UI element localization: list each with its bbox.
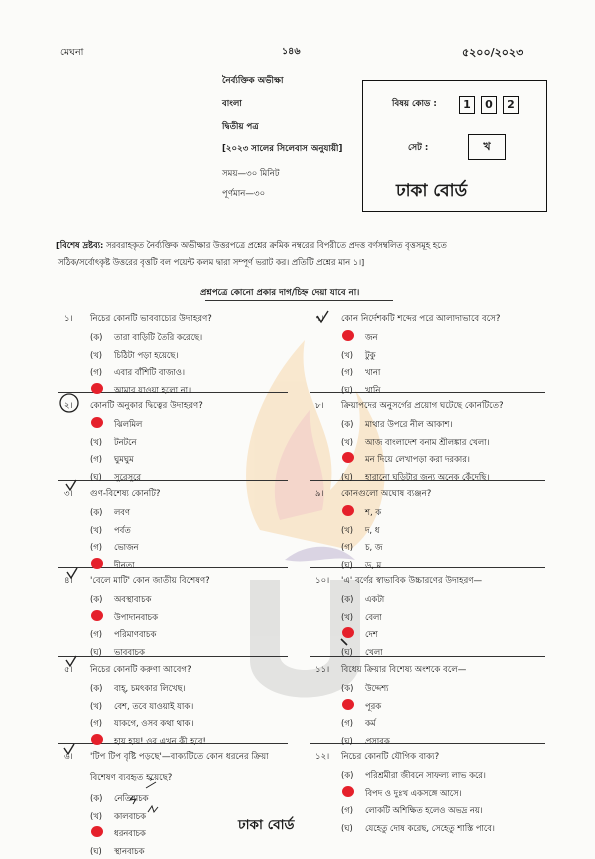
question-text: 'বেলে মাটি' কোন জাতীয় বিশেষণ? <box>90 576 210 586</box>
option-label[interactable]: (খ) <box>90 436 103 447</box>
option-text: ভোজন <box>114 542 139 552</box>
option-text: টুকু <box>365 349 376 360</box>
option-text: একটা <box>365 594 385 604</box>
option-text: ড, ম <box>365 559 382 570</box>
option-text: এবার বাঁশিটি বাজাও। <box>114 367 185 377</box>
option-text: ভাববাচক <box>114 646 145 657</box>
option-text: বিপদ ও দুঃখ একসঙ্গে আসে। <box>365 787 462 798</box>
option-label[interactable]: (গ) <box>90 367 103 377</box>
option-label[interactable]: (ঘ) <box>90 845 102 856</box>
option-text: আজ বাংলাদেশ বনাম শ্রীলঙ্কার খেলা। <box>365 436 490 447</box>
question-text: বিধেয় ক্রিয়ার বিশেষ্য অংশকে বলে— <box>341 665 467 675</box>
option-label[interactable]: (ঘ) <box>341 822 353 833</box>
subject-code-digit: 2 <box>503 96 519 114</box>
option-text: আমার যাওয়া হলো না। <box>114 384 192 395</box>
option-label[interactable]: (খ) <box>341 524 354 535</box>
option-label[interactable]: (খ) <box>341 349 354 360</box>
question-text: নিচের কোনটি যৌগিক বাক্য? <box>341 752 440 762</box>
option-label[interactable]: (ঘ) <box>341 384 353 395</box>
question-number: ৮। <box>315 401 324 411</box>
exam-paper: দ্বিতীয় পত্র <box>222 122 259 132</box>
option-text: দ, ধ <box>365 524 380 535</box>
question-text: নিচের কোনটি করুণা আবেগ? <box>90 665 192 675</box>
option-label[interactable]: (ক) <box>341 683 354 693</box>
question-number: ২। <box>64 401 73 411</box>
option-text: ধরনবাচক <box>114 828 146 838</box>
set-label: সেট : <box>408 143 429 153</box>
option-text: পূরক <box>365 700 382 711</box>
option-label[interactable]: (ক) <box>90 507 103 517</box>
question-text: কোন নির্দেশকটি শব্দের পরে আলাদাভাবে বসে? <box>341 314 501 324</box>
option-text: জন <box>365 332 378 342</box>
option-text: ঘুমঘুম <box>114 454 134 464</box>
instruction-text: প্রশ্নপত্রে কোনো প্রকার দাগ/চিহ্ন দেয়া যাবে না। <box>200 288 360 298</box>
option-label[interactable]: (গ) <box>341 718 354 728</box>
option-text: যাকগে, ওসব কথা থাক। <box>114 718 194 728</box>
option-label[interactable]: (গ) <box>341 542 354 552</box>
option-text: খেলা <box>365 646 383 657</box>
option-text: দেশ <box>365 629 378 639</box>
special-note-label: [বিশেষ দ্রষ্টব্য: <box>56 240 104 250</box>
option-label[interactable]: (ক) <box>90 332 103 342</box>
option-label[interactable]: (ক) <box>90 683 103 693</box>
option-text: যেহেতু দোষ করেছ, সেহেতু শাস্তি পাবে। <box>365 822 495 833</box>
option-text: পরিশ্রমীরা জীবনে সাফল্য লাভ করে। <box>365 770 486 780</box>
option-text: উপাদানবাচক <box>114 611 158 622</box>
exam-subject: বাংলা <box>222 99 242 109</box>
option-text: ঝিলমিল <box>114 419 143 429</box>
option-text: কালবাচক <box>114 810 146 821</box>
question-text: গুণ-বিশেষ্য কোনটি? <box>90 489 161 499</box>
option-label[interactable]: (খ) <box>90 700 103 711</box>
option-label[interactable]: (খ) <box>90 349 103 360</box>
question-text-continued: বিশেষণ ব্যবহৃত হয়েছে? <box>90 773 173 783</box>
option-label[interactable]: (খ) <box>341 436 354 447</box>
option-label[interactable]: (ঘ) <box>341 735 353 746</box>
option-text: তারা বাড়িটি তৈরি করেছে। <box>114 332 203 342</box>
option-text: বাহ্, চমৎকার লিখেছ। <box>114 683 186 693</box>
question-text: কোনটি অনুকার দ্বিত্বের উদাহরণ? <box>90 401 203 411</box>
option-text: শ, ক <box>365 507 382 517</box>
exam-type: নৈর্ব্যক্তিক অভীক্ষা <box>222 76 284 86</box>
option-label[interactable]: (খ) <box>341 611 354 622</box>
option-text: মন দিয়ে লেখাপড়া করা দরকার। <box>365 454 470 464</box>
option-label[interactable]: (খ) <box>90 810 103 821</box>
option-label[interactable]: (গ) <box>90 718 103 728</box>
option-label[interactable]: (গ) <box>90 629 103 639</box>
option-label[interactable]: (ক) <box>90 793 103 803</box>
question-number: ১। <box>64 314 73 324</box>
option-label[interactable]: (ঘ) <box>341 559 353 570</box>
footer-board-name: ঢাকা বোর্ড <box>238 817 295 833</box>
question-number: ৫। <box>64 665 73 675</box>
option-text: স্থানবাচক <box>114 845 145 856</box>
board-name: ঢাকা বোর্ড <box>396 181 468 201</box>
option-label[interactable]: (খ) <box>90 524 103 535</box>
question-text: নিচের কোনটি ভাববাচ্যের উদাহরণ? <box>90 314 212 324</box>
option-text: কর্ম <box>365 718 376 728</box>
option-label[interactable]: (ঘ) <box>90 646 102 657</box>
subject-code-label: বিষয় কোড : <box>392 99 437 109</box>
option-text: সুরেসুরে <box>114 471 142 482</box>
question-number: ১২। <box>315 752 330 762</box>
question-text: 'টিপ টিপ বৃষ্টি পড়ছে'—বাক্যটিতে কোন ধরনের ক্রিয়া <box>90 752 269 762</box>
option-text: দীনতা <box>114 559 135 570</box>
option-text: উদ্দেশ্য <box>365 683 389 693</box>
option-label[interactable]: (ক) <box>341 770 354 780</box>
option-text: খানি <box>365 384 381 395</box>
option-text: টনটনে <box>114 436 137 447</box>
option-text: লোকটি অশিক্ষিত হলেও অভদ্র নয়। <box>365 805 483 815</box>
option-text: খানা <box>365 367 381 377</box>
question-number: ৪। <box>64 576 73 586</box>
option-label[interactable]: (ক) <box>90 594 103 604</box>
exam-syllabus: [২০২৩ সালের সিলেবাস অনুযায়ী] <box>222 144 343 154</box>
option-text: বেশ, তবে যাওয়াই যাক। <box>114 700 194 711</box>
option-text: মাথার উপরে নীল আকাশ। <box>365 419 453 429</box>
question-text: কোনগুলো অঘোষ ব্যঞ্জন? <box>341 489 432 499</box>
option-label[interactable]: (ঘ) <box>341 471 353 482</box>
header-code: ৫২০০/২০২৩ <box>462 46 524 59</box>
option-label[interactable]: (গ) <box>341 367 354 377</box>
option-text: চ, জ <box>365 542 383 552</box>
option-text: হায় হায়! ওর এখন কী হবে! <box>114 735 206 746</box>
option-label[interactable]: (ঘ) <box>341 646 353 657</box>
option-text: প্রসারক <box>365 735 390 746</box>
option-label[interactable]: (গ) <box>90 542 103 552</box>
question-number: ৬। <box>64 752 73 762</box>
exam-time: সময়—৩০ মিনিট <box>222 169 280 179</box>
exam-marks: পূর্ণমান—৩০ <box>222 189 266 199</box>
question-number: ১১। <box>315 665 330 675</box>
question-text: 'এ' বর্ণের স্বাভাবিক উচ্চারণের উদাহরণ— <box>341 576 483 586</box>
option-text: নেতিবাচক <box>114 793 149 803</box>
question-number: ৭। <box>315 314 324 324</box>
question-text: ক্রিয়াপদের অনুসর্গের প্রয়োগ ঘটেছে কোনটিতে? <box>341 401 504 411</box>
special-note-line2: সঠিক/সর্বোৎকৃষ্ট উত্তরের বৃত্তটি বল পয়েন্ট কলম দ্বারা সম্পূর্ণ ভরাট কর। প্রতিটি প্রশ্নের মান ১।] <box>58 257 365 267</box>
option-label[interactable]: (ঘ) <box>90 471 102 482</box>
option-text: হারানো ঘড়িটার জন্য অনেক কেঁদেছি। <box>365 471 490 482</box>
header-page-number: ১৪৬ <box>282 46 301 57</box>
option-text: পরিমাণবাচক <box>114 629 157 639</box>
header-left: মেঘনা <box>60 47 84 58</box>
question-number: ৩। <box>64 489 73 499</box>
subject-code-digit: 0 <box>481 96 497 114</box>
set-value-box: খ <box>468 134 506 160</box>
option-label[interactable]: (গ) <box>341 805 354 815</box>
option-label[interactable]: (ক) <box>341 419 354 429</box>
subject-code-digit: 1 <box>459 96 475 114</box>
special-note-line1: সরবরাহকৃত নৈর্ব্যক্তিক অভীক্ষার উত্তরপত্রে প্রশ্নের ক্রমিক নম্বরের বিপরীতে প্রদত্ত বর্ণসম্বলিত বৃত্তসমূহ হতে <box>105 240 447 250</box>
option-text: অবস্থাবাচক <box>114 594 152 604</box>
option-text: লবণ <box>114 507 130 517</box>
question-number: ৯। <box>315 489 324 499</box>
option-text: চিঠিটা পড়া হয়েছে। <box>114 349 179 360</box>
option-text: পর্বত <box>114 524 131 535</box>
question-number: ১০। <box>315 576 330 586</box>
option-label[interactable]: (ক) <box>341 594 354 604</box>
option-label[interactable]: (গ) <box>90 454 103 464</box>
option-text: বেলা <box>365 611 382 622</box>
